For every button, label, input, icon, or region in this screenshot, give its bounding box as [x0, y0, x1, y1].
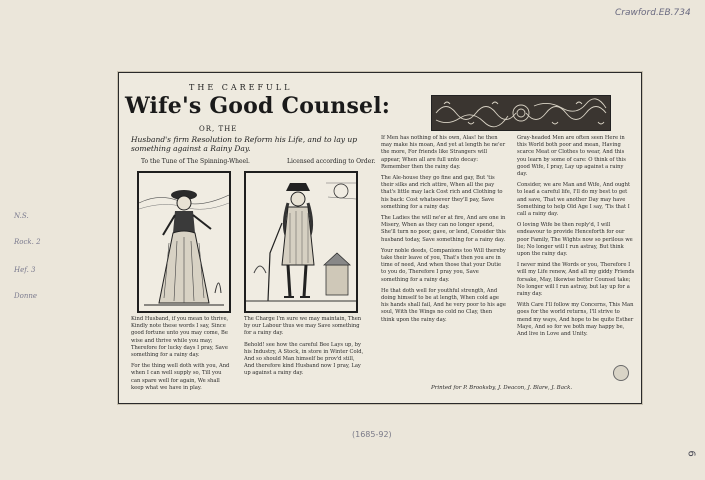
verse-stanza: I never mind the Words or you, Therefore I will my Life renew, And all my giddy Friends forsake, May, likewise better Counsel take; No longer will I run astray, but lay up for a rainy day. — [517, 262, 635, 298]
verse-stanza: The Ladies the will ne'er at fire, And are one in Misery, When as they can no longer spend, She'll turn no poor, gave, or lend, Consider this husband today, Save something for a rainy day. — [381, 215, 506, 243]
date-annotation: (1685-92) — [352, 430, 392, 439]
verse-stanza: Behold! see how the careful Bee Lays up, by his Industry, A Stock, in store in Winter Cold, And so should Man himself be prov'd still, And therefore kind Husband now I pray, Lay up against a rainy day. — [244, 341, 364, 377]
printer-imprint: Printed for P. Brooksby, J. Deacon, J. Blare, J. Back. — [431, 385, 573, 391]
verse-column-3 — [381, 135, 506, 328]
margin-note: Donne — [14, 292, 37, 300]
ornamental-banner-image — [431, 95, 611, 131]
licensed-line: Licensed according to Order. — [287, 158, 376, 165]
woodcut-woman-image — [137, 171, 231, 313]
verse-stanza: Consider, we are Man and Wife, And ought to lead a careful life, I'll do my best to get and save, That we another Day may have Something to help Old Age I say, 'Tis that I call a rainy day. — [517, 182, 631, 218]
verse-column-4 — [517, 135, 635, 342]
margin-note: Rock. 2 — [14, 238, 41, 246]
woodcut-man-image — [244, 171, 358, 313]
title-line-3: OR, THE — [199, 125, 238, 133]
broadside-sheet — [118, 72, 642, 404]
subtitle: Husband's firm Resolution to Reform his Life, and to lay up something against a Rainy Day. — [131, 135, 358, 153]
man-figure-icon — [246, 173, 356, 311]
verse-stanza: The Charge I'm sure we may maintain, Then by our Labour thus we may Save something for a rainy day. — [244, 316, 362, 337]
margin-note: Hef. 3 — [14, 266, 36, 274]
verse-stanza: If Men has nothing of his own, Alas! he then may make his moan, And yet at length he ne'er the more, For friends like Strangers will appear, When all are full unto decay: Remember then the rainy day. — [381, 135, 506, 170]
verse-column-1 — [131, 316, 231, 396]
verse-stanza: The Ale-house they go fine and gay, But 'tis their silks and rich attire, When all the pay that's little may lack Cost rich and Clothing to his back: Cost whatsoever they'll pay, Save something for a rainy day. — [381, 175, 503, 210]
page-number: 6 — [685, 450, 697, 457]
catalog-reference: Crawford.EB.734 — [615, 8, 691, 18]
verse-stanza: Gray-headed Men are often seen Here in this World both poor and mean, Having scarce Meat or Clothes to wear, And this you learn by some of care: O think of this good Wife, I pray, Lay up against a rainy day. — [517, 135, 626, 178]
library-stamp-icon — [613, 365, 629, 381]
title-line-1: THE CAREFULL — [189, 83, 293, 92]
floral-ornament-icon — [432, 96, 610, 130]
verse-column-2 — [244, 316, 364, 382]
verse-stanza: Kind Husband, if you mean to thrive, Kindly note these words I say, Since good fortune unto you may come, Be wise and thrive while you may; Therefore for lucky days I pray, Save something for a rainy day. — [131, 316, 229, 359]
verse-stanza: O loving Wife be then reply'd, I will endeavour to provide Henceforth for our poor Family, The Wights now so perilous we lie; No longer will I run astray, But think upon the rainy day. — [517, 222, 633, 258]
margin-note: N.S. — [14, 212, 29, 220]
verse-stanza: For the thing well doth with you, And when I can well supply so, Till you can spare well for again, We shall keep what we have in play. — [131, 363, 230, 391]
tune-line: To the Tune of The Spinning-Wheel. — [141, 158, 250, 165]
woman-figure-icon — [139, 173, 229, 311]
verse-stanza: Your noble deeds, Companions too Will thereby take their leave of you, That's then you are in time of need, And when those that your Dutie to you do, Therefore I pray you, Save something for a rainy day. — [381, 247, 506, 283]
verse-stanza: He that doth well for youthful strength, And doing himself to be at length, When cold age his hands shall fail, And he very poor to his age soul, With the Wings no cold no Clay, then think upon the rainy day. — [381, 287, 506, 323]
main-title: Wife's Good Counsel: — [125, 93, 391, 119]
verse-stanza: With Care I'll follow my Concerns, This Man goes for the world returns, I'll strive to mend my ways, And hope to be quite Esther Maye, And so for we both may happy be, And live in Love and Unity. — [517, 302, 634, 338]
